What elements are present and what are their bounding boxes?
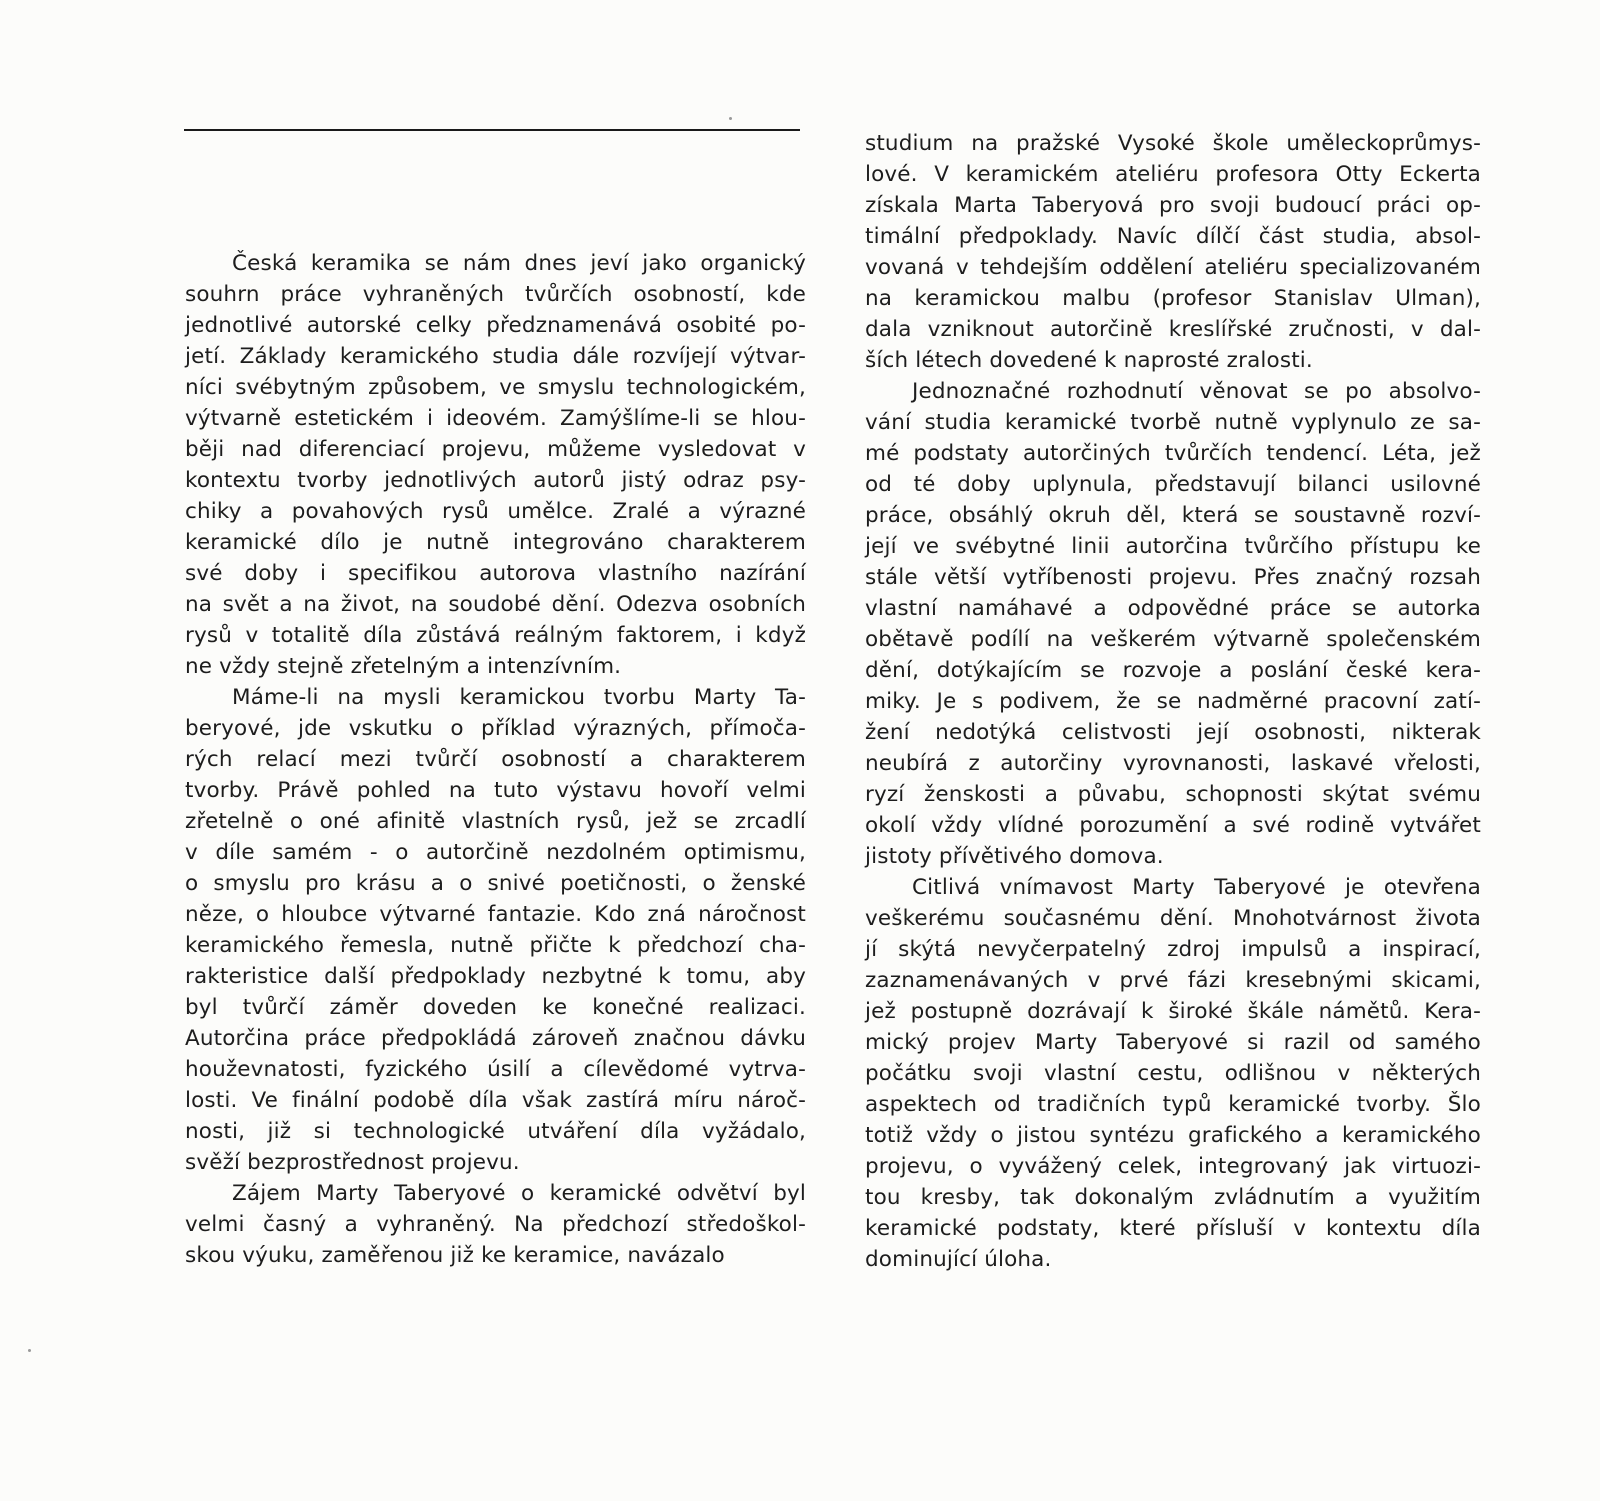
text-line: jednotlivé autorské celky předznamenává osobité po- — [185, 313, 806, 338]
text-line: miky. Je s podivem, že se nadměrné pracovní zatí- — [865, 689, 1481, 714]
text-line: o smyslu pro krásu a o snivé poetičnosti, o ženské — [185, 871, 806, 896]
left-text-column — [185, 248, 806, 1271]
text-line: zaznamenávaných v prvé fázi kresebnými skicami, — [865, 968, 1481, 993]
text-line: od té doby uplynula, představují bilanci usilovné — [865, 472, 1481, 497]
text-line: Zájem Marty Taberyové o keramické odvětví byl — [232, 1181, 806, 1206]
text-line: vovaná v tehdejším oddělení ateliéru specializovaném — [865, 255, 1481, 280]
text-line: jistoty přívětivého domova. — [865, 844, 1164, 869]
text-line: rysů v totalitě díla zůstává reálným faktorem, i když — [185, 623, 806, 648]
text-line: obětavě podílí na veškerém výtvarně společenském — [865, 627, 1481, 652]
text-line: své doby i specifikou autorova vlastního nazírání — [185, 561, 806, 586]
paragraph — [185, 248, 806, 682]
paragraph — [865, 376, 1481, 872]
paragraph — [865, 128, 1481, 376]
text-line: chiky a povahových rysů umělce. Zralé a výrazné — [185, 499, 806, 524]
text-line: souhrn práce vyhraněných tvůrčích osobností, kde — [185, 282, 806, 307]
text-line: nosti, již si technologické utváření díla vyžádalo, — [185, 1119, 806, 1144]
text-line: byl tvůrčí záměr doveden ke konečné realizaci. — [185, 995, 806, 1020]
text-line: běji nad diferenciací projevu, můžeme vysledovat v — [185, 437, 806, 462]
text-line: neubírá z autorčiny vyrovnanosti, laskavé vřelosti, — [865, 751, 1481, 776]
text-line: lové. V keramickém ateliéru profesora Otty Eckerta — [865, 162, 1481, 187]
text-line: její ve svébytné linii autorčina tvůrčího přístupu ke — [865, 534, 1481, 559]
text-line: keramického řemesla, nutně přičte k předchozí cha- — [185, 933, 806, 958]
text-line: výtvarně estetickém i ideovém. Zamýšlíme-li se hlou- — [185, 406, 806, 431]
text-line: ších létech dovedené k naprosté zralosti. — [865, 348, 1313, 373]
text-line: totiž vždy o jistou syntézu grafického a keramického — [865, 1123, 1481, 1148]
print-speck — [28, 1349, 31, 1352]
text-line: mé podstaty autorčiných tvůrčích tendencí. Léta, jež — [865, 441, 1481, 466]
text-line: dala vzniknout autorčině kreslířské zručnosti, v dal- — [865, 317, 1481, 342]
text-line: žení nedotýká celistvosti její osobnosti, nikterak — [865, 720, 1481, 745]
text-line: jež postupně dozrávají k široké škále námětů. Kera- — [865, 999, 1481, 1024]
text-line: níci svébytným způsobem, ve smyslu technologickém, — [185, 375, 806, 400]
paragraph — [865, 872, 1481, 1275]
right-text-column — [865, 128, 1481, 1275]
text-line: kontextu tvorby jednotlivých autorů jistý odraz psy- — [185, 468, 806, 493]
text-line: získala Marta Taberyová pro svoji budoucí práci op- — [865, 193, 1481, 218]
text-line: na svět a na život, na soudobé dění. Odezva osobních — [185, 592, 806, 617]
text-line: dominující úloha. — [865, 1247, 1052, 1272]
text-line: něze, o hloubce výtvarné fantazie. Kdo zná náročnost — [185, 902, 806, 927]
text-line: veškerému současnému dění. Mnohotvárnost života — [865, 906, 1481, 931]
text-line: studium na pražské Vysoké škole uměleckoprůmys- — [865, 131, 1481, 156]
text-line: timální předpoklady. Navíc dílčí část studia, absol- — [865, 224, 1481, 249]
text-line: Citlivá vnímavost Marty Taberyové je otevřena — [912, 875, 1481, 900]
text-line: zřetelně o oné afinitě vlastních rysů, jež se zrcadlí — [185, 809, 806, 834]
text-line: beryové, jde vskutku o příklad výrazných, přímoča- — [185, 716, 806, 741]
paragraph — [185, 682, 806, 1178]
text-line: tou kresby, tak dokonalým zvládnutím a využitím — [865, 1185, 1481, 1210]
text-line: keramické dílo je nutně integrováno charakterem — [185, 530, 806, 555]
text-line: Jednoznačné rozhodnutí věnovat se po absolvo- — [912, 379, 1481, 404]
text-line: okolí vždy vlídné porozumění a své rodině vytvářet — [865, 813, 1481, 838]
text-line: svěží bezprostřednost projevu. — [185, 1150, 520, 1175]
text-line: na keramickou malbu (profesor Stanislav Ulman), — [865, 286, 1481, 311]
text-line: rých relací mezi tvůrčí osobností a charakterem — [185, 747, 806, 772]
text-line: Autorčina práce předpokládá zároveň značnou dávku — [185, 1026, 806, 1051]
text-line: vlastní namáhavé a odpovědné práce se autorka — [865, 596, 1481, 621]
text-line: práce, obsáhlý okruh děl, která se soustavně rozví- — [865, 503, 1481, 528]
text-line: Máme-li na mysli keramickou tvorbu Marty Ta- — [232, 685, 806, 710]
text-line: keramické podstaty, které přísluší v kontextu díla — [865, 1216, 1481, 1241]
text-line: stále větší vytříbenosti projevu. Přes značný rozsah — [865, 565, 1481, 590]
text-line: v díle samém - o autorčině nezdolném optimismu, — [185, 840, 806, 865]
text-line: mický projev Marty Taberyové si razil od samého — [865, 1030, 1481, 1055]
text-line: vání studia keramické tvorbě nutně vyplynulo ze sa- — [865, 410, 1481, 435]
text-line: ryzí ženskosti a půvabu, schopnosti skýtat svému — [865, 782, 1481, 807]
paragraph — [185, 1178, 806, 1271]
print-speck — [729, 117, 732, 120]
top-rule-divider — [184, 129, 800, 131]
text-line: tvorby. Právě pohled na tuto výstavu hovoří velmi — [185, 778, 806, 803]
text-line: ne vždy stejně zřetelným a intenzívním. — [185, 654, 622, 679]
text-line: počátku svoji vlastní cestu, odlišnou v některých — [865, 1061, 1481, 1086]
text-line: losti. Ve finální podobě díla však zastírá míru nároč- — [185, 1088, 806, 1113]
text-line: velmi časný a vyhraněný. Na předchozí středoškol- — [185, 1212, 806, 1237]
text-line: jetí. Základy keramického studia dále rozvíjejí výtvar- — [185, 344, 806, 369]
text-line: jí skýtá nevyčerpatelný zdroj impulsů a inspirací, — [865, 937, 1481, 962]
text-line: aspektech od tradičních typů keramické tvorby. Šlo — [865, 1092, 1481, 1117]
text-line: rakteristice další předpoklady nezbytné k tomu, aby — [185, 964, 806, 989]
text-line: dění, dotýkajícím se rozvoje a poslání české kera- — [865, 658, 1481, 683]
text-line: skou výuku, zaměřenou již ke keramice, navázalo — [185, 1243, 725, 1268]
text-line: houževnatosti, fyzického úsilí a cílevědomé vytrva- — [185, 1057, 806, 1082]
text-line: projevu, o vyvážený celek, integrovaný jak virtuozi- — [865, 1154, 1481, 1179]
text-line: Česká keramika se nám dnes jeví jako organický — [232, 251, 806, 276]
